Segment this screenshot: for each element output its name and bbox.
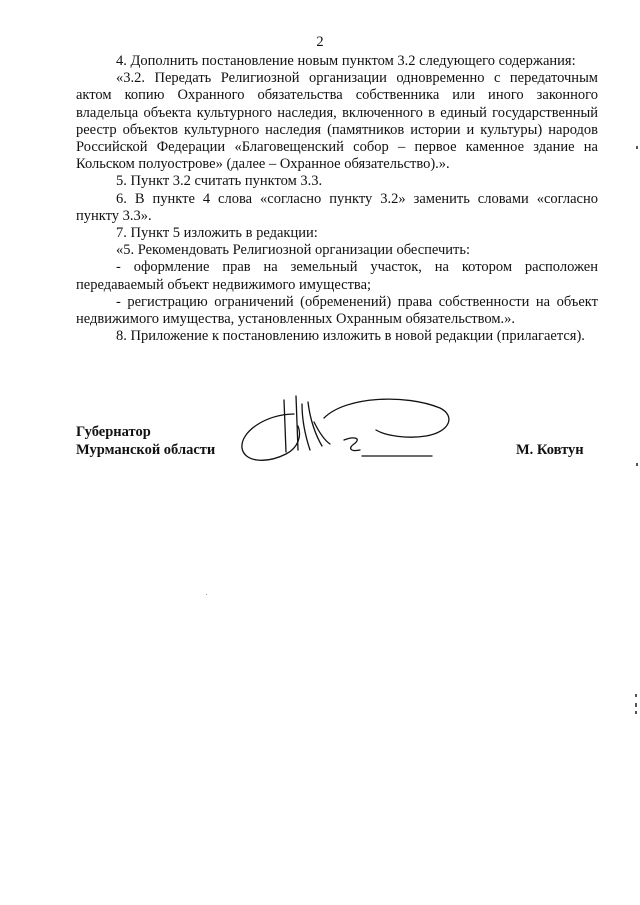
paragraph-8: 8. Приложение к постановлению изложить в новой редакции (прилагается). bbox=[116, 328, 585, 345]
scan-artifact bbox=[635, 703, 637, 707]
signatory-position bbox=[76, 423, 215, 459]
scan-artifact bbox=[206, 594, 207, 595]
signatory-name: М. Ковтун bbox=[516, 442, 584, 458]
scan-artifact bbox=[635, 694, 637, 697]
paragraph-3-2: «3.2. Передать Религиозной организации одновременно с передаточным актом копию Охранного обязательства собственника или иного законного владельца объекта культурного наследия, включенного в единый государственный реестр объектов культурного наследия (памятников истории и культуры) народов Российской Федерации «Благовещенский собор – первое каменное здание на Кольском полуострове» (далее – Охранное обязательство).». bbox=[76, 70, 598, 173]
document-body bbox=[76, 53, 598, 345]
signatory-position-line-1: Губернатор bbox=[76, 424, 151, 440]
page-number: 2 bbox=[316, 34, 324, 50]
paragraph-7: 7. Пункт 5 изложить в редакции: bbox=[116, 225, 318, 242]
scan-artifact bbox=[636, 463, 638, 466]
list-item-registration: - регистрацию ограничений (обременений) права собственности на объект недвижимого имущества, установленных Охранным обязательством.». bbox=[76, 293, 598, 328]
scan-artifact bbox=[636, 146, 638, 149]
paragraph-5: 5. Пункт 3.2 считать пунктом 3.3. bbox=[116, 173, 323, 190]
handwritten-signature bbox=[236, 392, 458, 472]
scan-artifact bbox=[635, 711, 637, 714]
paragraph-4: 4. Дополнить постановление новым пунктом 3.2 следующего содержания: bbox=[116, 53, 576, 69]
paragraph-5-quote: «5. Рекомендовать Религиозной организации обеспечить: bbox=[116, 242, 471, 259]
list-item-land: - оформление прав на земельный участок, на котором расположен передаваемый объект недвижимого имущества; bbox=[76, 259, 598, 293]
signatory-position-line-2: Мурманской области bbox=[76, 442, 216, 458]
paragraph-6: 6. В пункте 4 слова «согласно пункту 3.2» заменить словами «согласно пункту 3.3». bbox=[76, 190, 598, 224]
